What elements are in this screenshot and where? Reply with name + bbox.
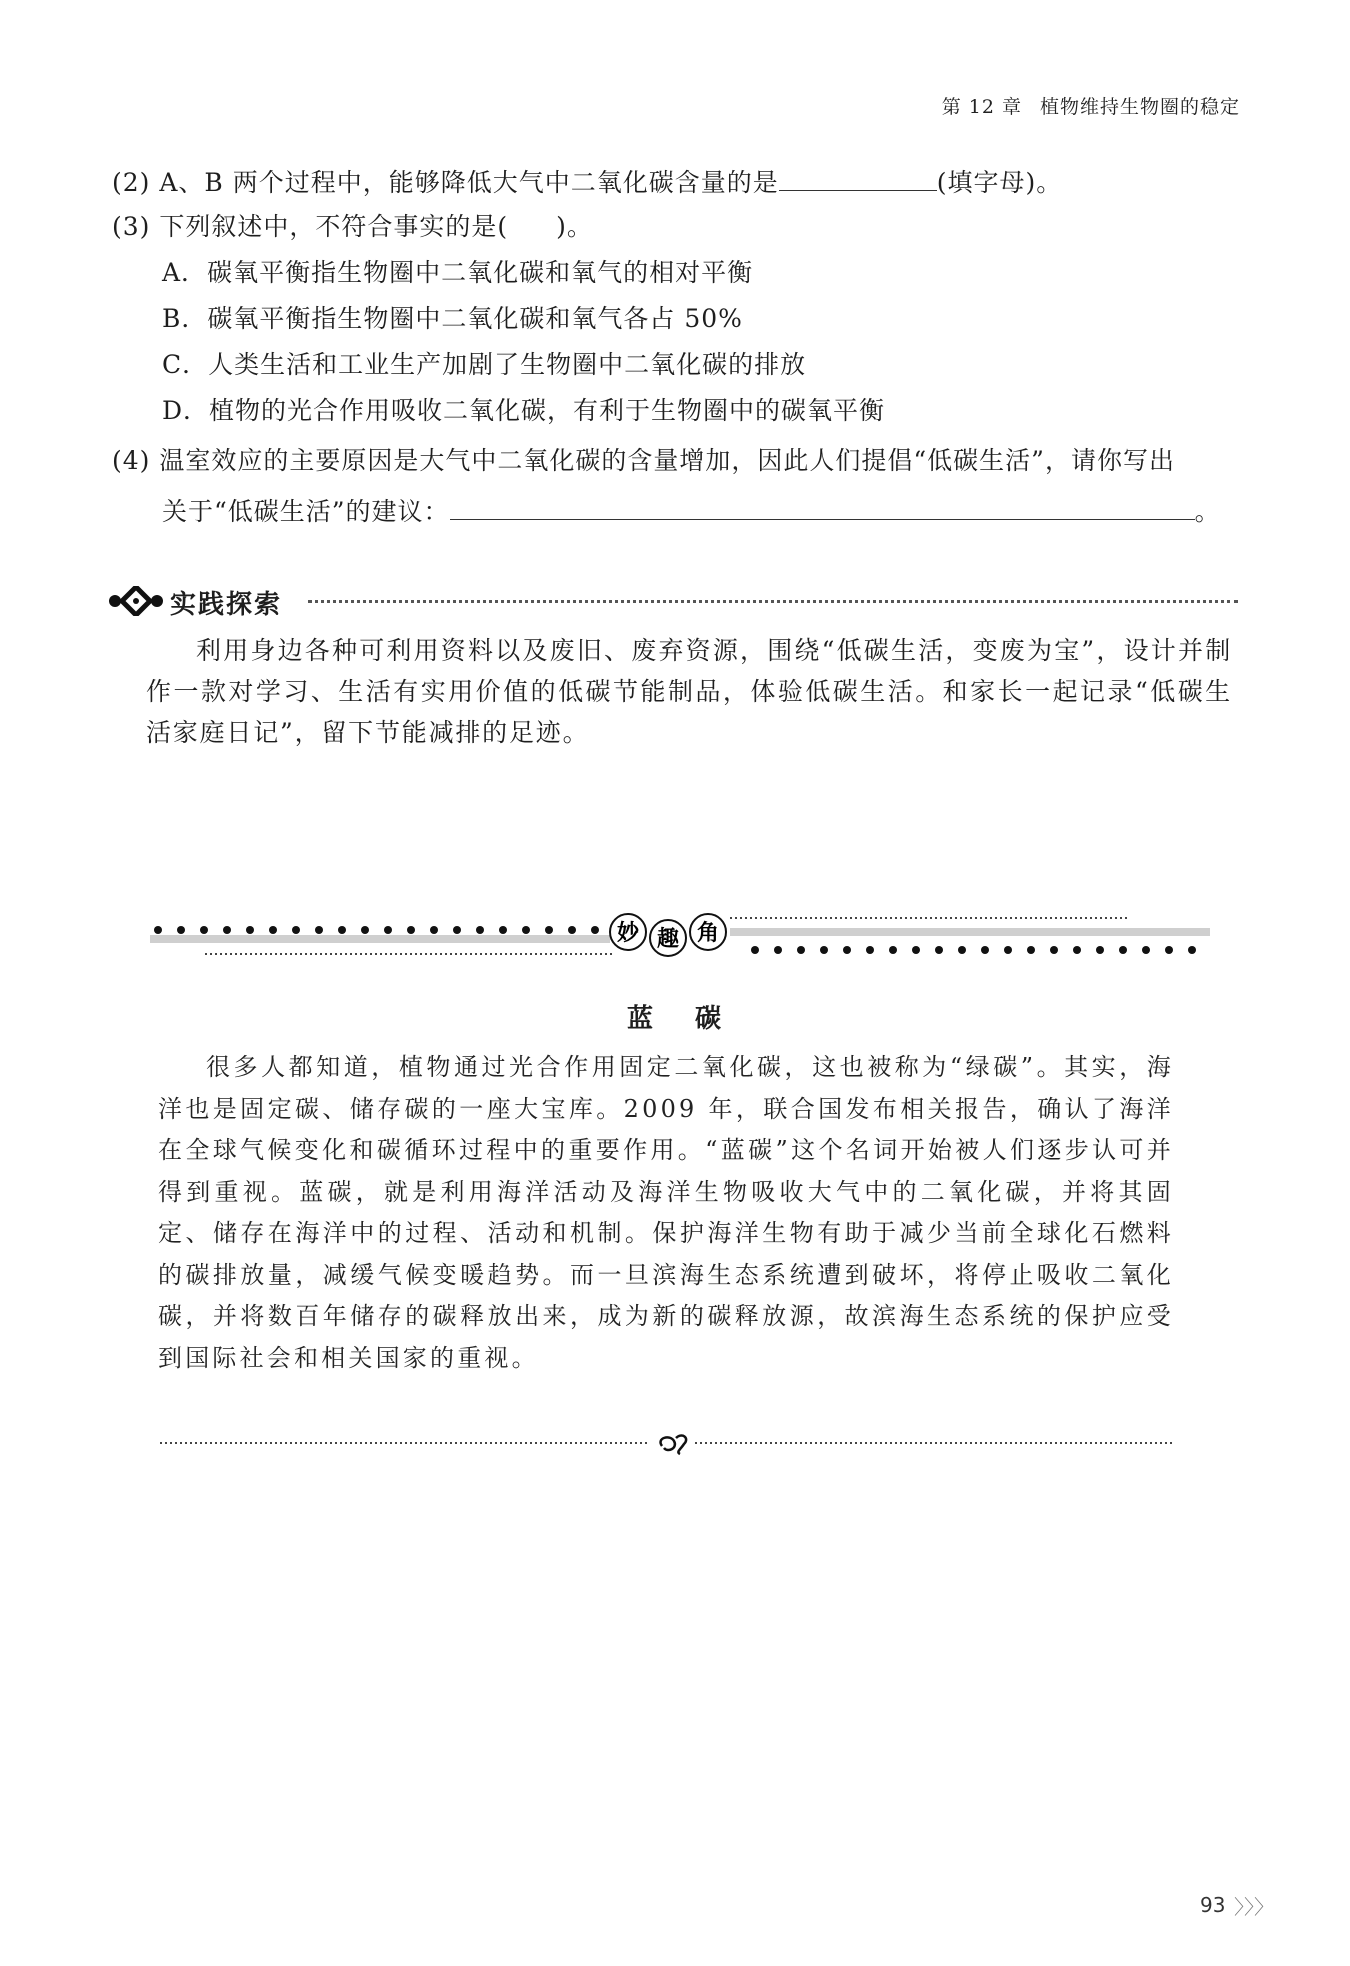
fun-corner-title: 蓝碳 bbox=[626, 1004, 763, 1034]
option-label: D． bbox=[162, 396, 210, 425]
closing-ornament bbox=[150, 1428, 1180, 1458]
banner-bar-right bbox=[730, 928, 1210, 936]
question-number: (2) bbox=[112, 168, 151, 197]
option-text: 碳氧平衡指生物圈中二氧化碳和氧气各占 50% bbox=[207, 304, 743, 333]
option-b bbox=[162, 302, 743, 336]
badge-char-2: 趣 bbox=[656, 926, 680, 952]
swirl-icon bbox=[661, 1436, 687, 1454]
question-text: 下列叙述中，不符合事实的是( bbox=[159, 212, 509, 241]
dotted-rule bbox=[308, 600, 1238, 603]
option-label: A． bbox=[162, 258, 208, 287]
banner-dots-right bbox=[751, 946, 1196, 954]
question-text-end: )。 bbox=[556, 212, 593, 241]
option-text: 碳氧平衡指生物圈中二氧化碳和氧气的相对平衡 bbox=[207, 258, 754, 287]
banner-dots-left bbox=[154, 926, 599, 934]
banner-bar-left bbox=[150, 935, 610, 943]
option-c bbox=[162, 348, 806, 382]
question-text: A、B 两个过程中，能够降低大气中二氧化碳含量的是 bbox=[159, 168, 779, 197]
fun-corner-badge bbox=[610, 914, 726, 956]
practice-paragraph: 利用身边各种可利用资料以及废旧、废弃资源，围绕“低碳生活，变废为宝”，设计并制作一款对学习、生活有实用价值的低碳节能制品，体验低碳生活。和家长一起记录“低碳生活家庭日记”，留下节能减排的足迹。 bbox=[146, 636, 1232, 747]
fun-corner-banner bbox=[150, 910, 1210, 980]
chapter-number: 第 12 章 bbox=[941, 96, 1022, 118]
question-4 bbox=[112, 444, 1175, 478]
option-label: B． bbox=[162, 304, 208, 333]
question-3 bbox=[112, 210, 593, 244]
question-text-end: 。 bbox=[1194, 497, 1221, 526]
question-number: (4) bbox=[112, 446, 151, 475]
option-d bbox=[162, 394, 885, 428]
answer-blank[interactable] bbox=[450, 493, 1195, 520]
practice-section-header bbox=[108, 582, 1238, 622]
page-arrows-icon: 〉〉〉 bbox=[1234, 1895, 1274, 1919]
page-number: 93 bbox=[1200, 1893, 1226, 1917]
question-2 bbox=[112, 164, 1062, 200]
option-a bbox=[162, 256, 753, 290]
badge-char-1: 妙 bbox=[616, 920, 640, 946]
fun-corner-paragraph: 很多人都知道，植物通过光合作用固定二氧化碳，这也被称为“绿碳”。其实，海洋也是固定碳、储存碳的一座大宝库。2009 年，联合国发布相关报告，确认了海洋在全球气候变化和碳循环过程中的重要作用。“蓝碳”这个名词开始被人们逐步认可并得到重视。蓝碳，就是利用海洋活动及海洋生物吸收大气中的二氧化碳，并将其固定、储存在海洋中的过程、活动和机制。保护海洋生物有助于减少当前全球化石燃料的碳排放量，减缓气候变暖趋势。而一旦滨海生态系统遭到破坏，将停止吸收二氧化碳，并将数百年储存的碳释放出来，成为新的碳释放源，故滨海生态系统的保护应受到国际社会和相关国家的重视。 bbox=[158, 1053, 1174, 1372]
question-text: 关于“低碳生活”的建议： bbox=[162, 497, 450, 526]
option-label: C． bbox=[162, 350, 209, 379]
chapter-title: 植物维持生物圈的稳定 bbox=[1039, 96, 1240, 118]
running-head bbox=[942, 92, 1240, 119]
section-title: 实践探索 bbox=[170, 590, 283, 620]
question-text: 温室效应的主要原因是大气中二氧化碳的含量增加，因此人们提倡“低碳生活”，请你写出 bbox=[159, 446, 1175, 475]
question-text-end: (填字母)。 bbox=[936, 168, 1063, 197]
section-diamond-icon bbox=[108, 586, 164, 616]
badge-char-3: 角 bbox=[696, 920, 720, 946]
question-4-line-2 bbox=[162, 493, 1221, 529]
answer-blank[interactable] bbox=[779, 164, 937, 191]
option-text: 人类生活和工业生产加剧了生物圈中二氧化碳的排放 bbox=[208, 350, 807, 379]
question-number: (3) bbox=[112, 212, 151, 241]
option-text: 植物的光合作用吸收二氧化碳，有利于生物圈中的碳氧平衡 bbox=[209, 396, 886, 425]
